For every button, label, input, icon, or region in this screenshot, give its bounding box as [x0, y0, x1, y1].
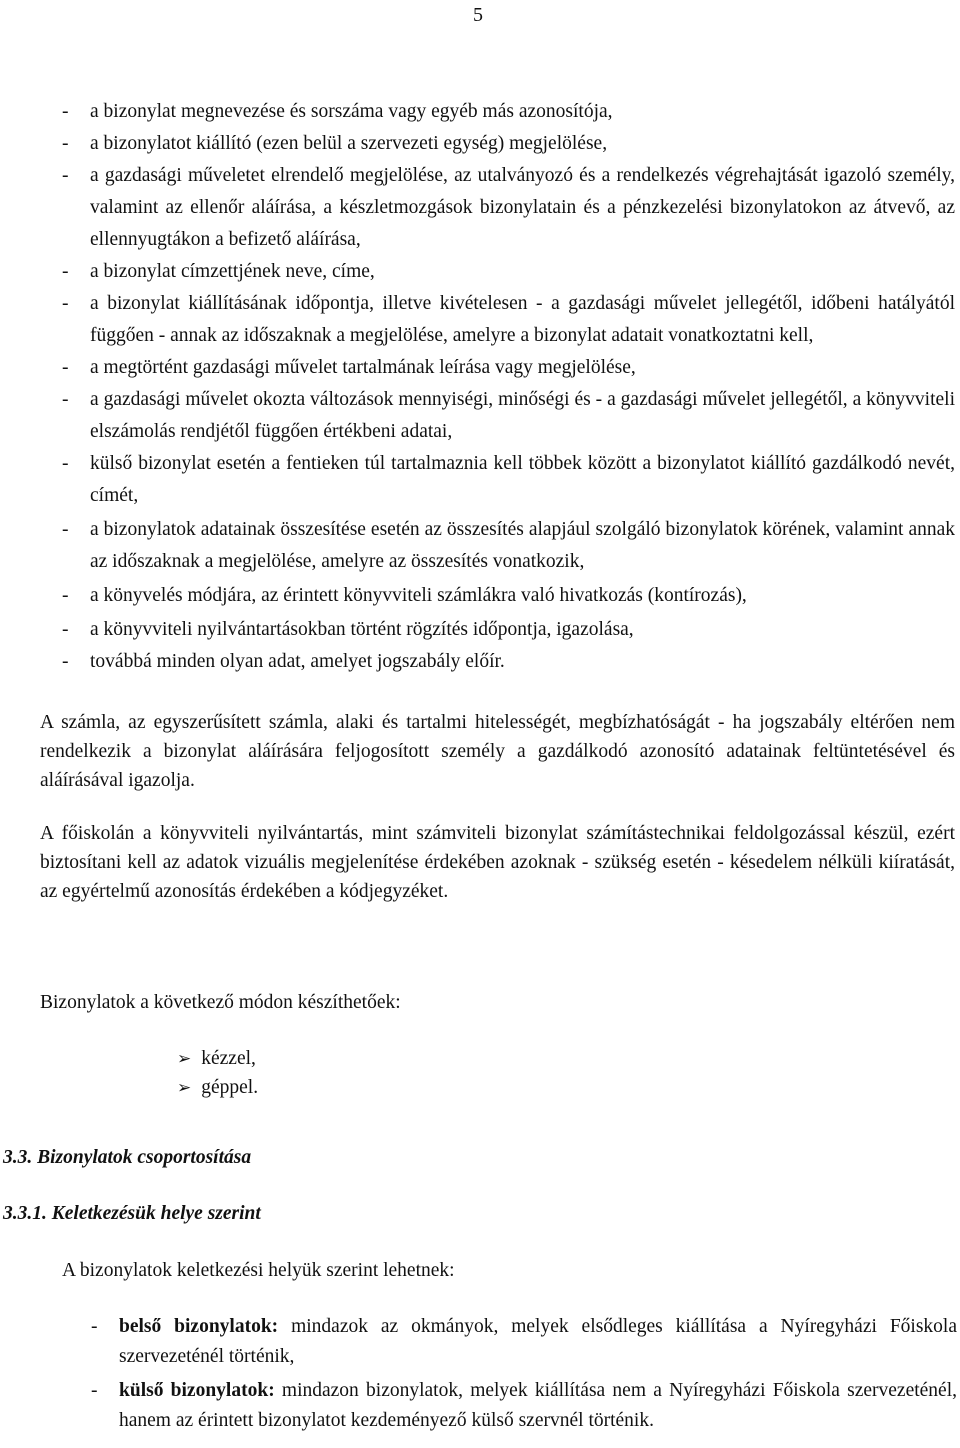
page-number: 5 [473, 4, 483, 26]
arrow-right-icon: ➢ [177, 1049, 192, 1069]
document-types-list [0, 1312, 960, 1436]
paragraph-keletkezes: A bizonylatok keletkezési helyük szerint lehetnek: [62, 1260, 455, 1281]
list-item: - a könyvviteli nyilvántartásokban történt rögzítés időpontja, igazolása, [0, 614, 955, 646]
list-item: - a bizonylatok adatainak összesítése esetén az összesítés alapjául szolgáló bizonylatok körének, valamint annak az időszaknak a megjelölése, amelyre az összesítés vonatkozik, [0, 514, 955, 578]
paragraph-keszites: Bizonylatok a következő módon készíthetőek: [40, 992, 401, 1013]
list-item-label: kézzel, [201, 1048, 256, 1069]
arrow-right-icon: ➢ [177, 1078, 192, 1098]
requirements-list [0, 96, 960, 678]
list-item: - a bizonylatot kiállító (ezen belül a szervezeti egység) megjelölése, [0, 128, 955, 160]
list-item: - a gazdasági művelet okozta változások mennyiségi, minőségi és - a gazdasági művelet jellegétől, a könyvviteli elszámolás rendjétől függően értékbeni adatai, [0, 384, 955, 448]
term-label: külső bizonylatok: [119, 1380, 275, 1401]
section-heading: 3.3. Bizonylatok csoportosítása [3, 1147, 252, 1168]
list-item-kezzel [177, 1044, 256, 1074]
list-item: - a bizonylat megnevezése és sorszáma vagy egyéb más azonosítója, [0, 96, 955, 128]
list-item: - továbbá minden olyan adat, amelyet jogszabály előír. [0, 646, 955, 678]
paragraph-szamla: A számla, az egyszerűsített számla, alaki és tartalmi hitelességét, megbízhatóságát - ha jogszabály eltérően nem rendelkezik a bizonylat aláírására feljogosított személy a gazdálkodó azonosító adatainak feltüntetésével és aláírásával igazolja. [40, 712, 955, 791]
list-item: - a könyvelés módjára, az érintett könyvviteli számlákra való hivatkozás (kontírozás), [0, 580, 955, 612]
list-item: - a gazdasági műveletet elrendelő megjelölése, az utalványozó és a rendelkezés végrehajtását igazoló személy, valamint az ellenőr aláírása, a készletmozgások bizonylatain és a pénzkezelési bizonylatokon az átvevő, az ellennyugtákon a befizető aláírása, [0, 160, 955, 256]
term-description: mindazok az okmányok, melyek elsődleges kiállítása a Nyíregyházi Főiskola szervezeténél történik, [119, 1316, 957, 1367]
list-item-geppel [177, 1073, 258, 1103]
list-item: - a bizonylat címzettjének neve, címe, [0, 256, 955, 288]
term-label: belső bizonylatok: [119, 1316, 279, 1337]
list-item: - a megtörtént gazdasági művelet tartalmának leírása vagy megjelölése, [0, 352, 955, 384]
list-item: - külső bizonylat esetén a fentieken túl tartalmaznia kell többek között a bizonylatot kiállító gazdálkodó nevét, címét, [0, 448, 955, 512]
list-item [0, 1312, 957, 1372]
term-description: mindazon bizonylatok, melyek kiállítása nem a Nyíregyházi Főiskola szervezeténél, hanem az érintett bizonylatot kezdeményező külső szervnél történik. [119, 1380, 957, 1431]
paragraph-foiskola: A főiskolán a könyvviteli nyilvántartás, mint számviteli bizonylat számítástechnikai feldolgozással készül, ezért biztosítani kell az adatok vizuális megjelenítése érdekében azoknak - szükség esetén - késedelem nélküli kiíratását, az egyértelmű azonosítás érdekében a kódjegyzéket. [40, 823, 955, 902]
subsection-heading: 3.3.1. Keletkezésük helye szerint [3, 1203, 261, 1224]
list-item [0, 1376, 957, 1436]
list-item: - a bizonylat kiállításának időpontja, illetve kivételesen - a gazdasági művelet jellegétől, időbeni hatályától függően - annak az időszaknak a megjelölése, amelyre a bizonylat adatait vonatkoztatni kell, [0, 288, 955, 352]
list-item-label: géppel. [201, 1077, 259, 1098]
